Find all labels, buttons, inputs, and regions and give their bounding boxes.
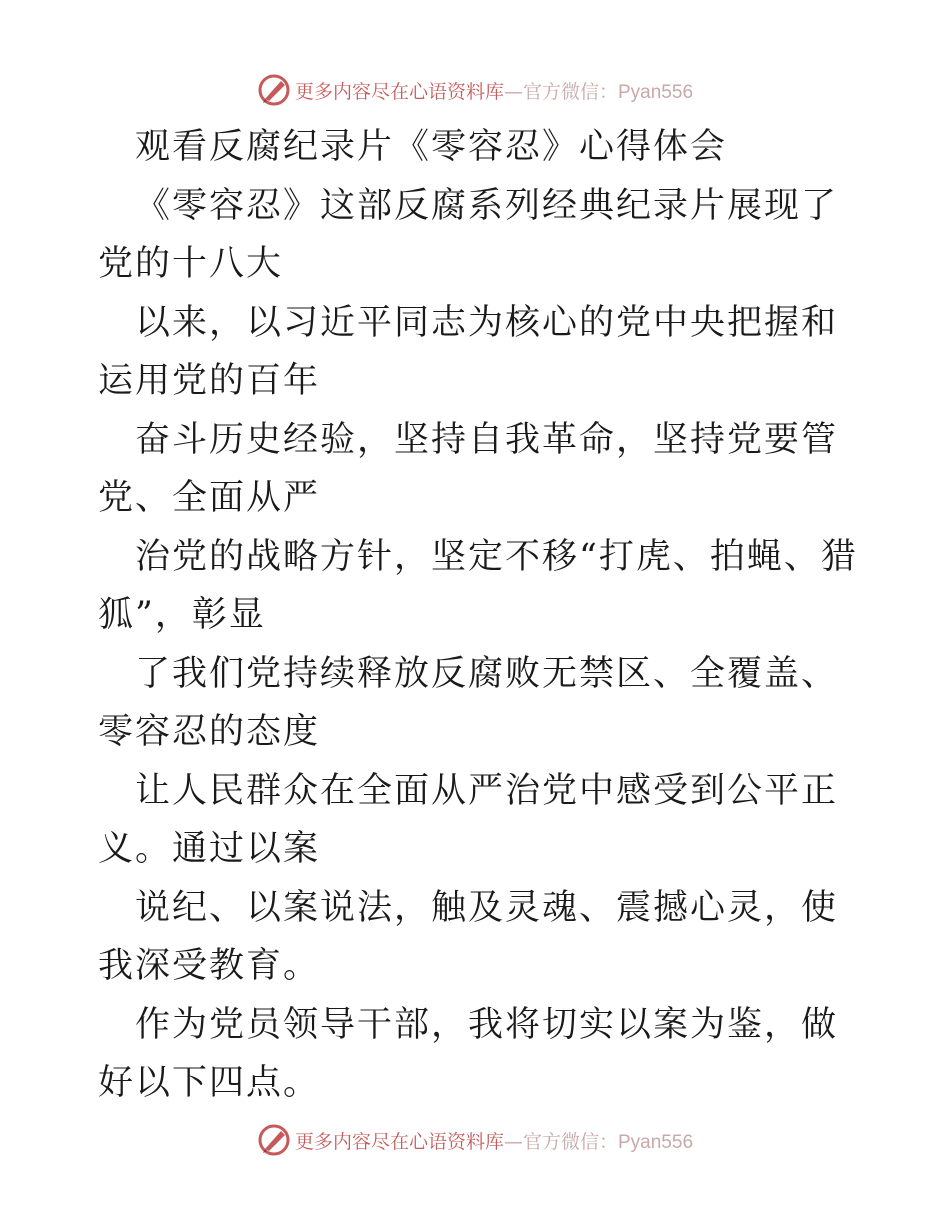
banner-wechat-label: 官方微信： xyxy=(522,80,618,103)
paragraph: 说纪、以案说法，触及灵魂、震撼心灵，使我深受教育。 xyxy=(98,887,839,986)
paragraph: 奋斗历史经验，坚持自我革命，坚持党要管党、全面从严 xyxy=(98,419,839,518)
banner-wechat-label: 官方微信： xyxy=(522,1130,618,1153)
paragraph: 了我们党持续释放反腐败无禁区、全覆盖、零容忍的态度 xyxy=(98,653,839,752)
banner-wechat-id: Pyan556 xyxy=(618,1131,694,1153)
banner-main-text: 更多内容尽在心语资料库 xyxy=(294,1130,504,1153)
banner-text xyxy=(295,1127,693,1154)
banner-dash: — xyxy=(503,80,523,103)
pen-logo-icon xyxy=(257,73,291,107)
banner-main-text: 更多内容尽在心语资料库 xyxy=(294,80,504,103)
paragraph: 让人民群众在全面从严治党中感受到公平正义。通过以案 xyxy=(98,770,839,869)
footer-banner xyxy=(0,1120,950,1160)
banner-text xyxy=(295,77,693,104)
banner-dash: — xyxy=(503,1130,523,1153)
paragraph: 以来，以习近平同志为核心的党中央把握和运用党的百年 xyxy=(98,302,839,401)
paragraph: 作为党员领导干部，我将切实以案为鉴，做好以下四点。 xyxy=(98,1004,839,1103)
document-body xyxy=(98,118,858,1113)
header-banner xyxy=(0,70,950,110)
pen-logo-icon xyxy=(257,1123,291,1157)
paragraph: 治党的战略方针，坚定不移“打虎、拍蝇、猎狐”，彰显 xyxy=(98,536,858,635)
document-title: 观看反腐纪录片《零容忍》心得体会 xyxy=(135,127,728,167)
paragraph: 《零容忍》这部反腐系列经典纪录片展现了党的十八大 xyxy=(98,185,839,284)
banner-wechat-id: Pyan556 xyxy=(618,81,694,103)
